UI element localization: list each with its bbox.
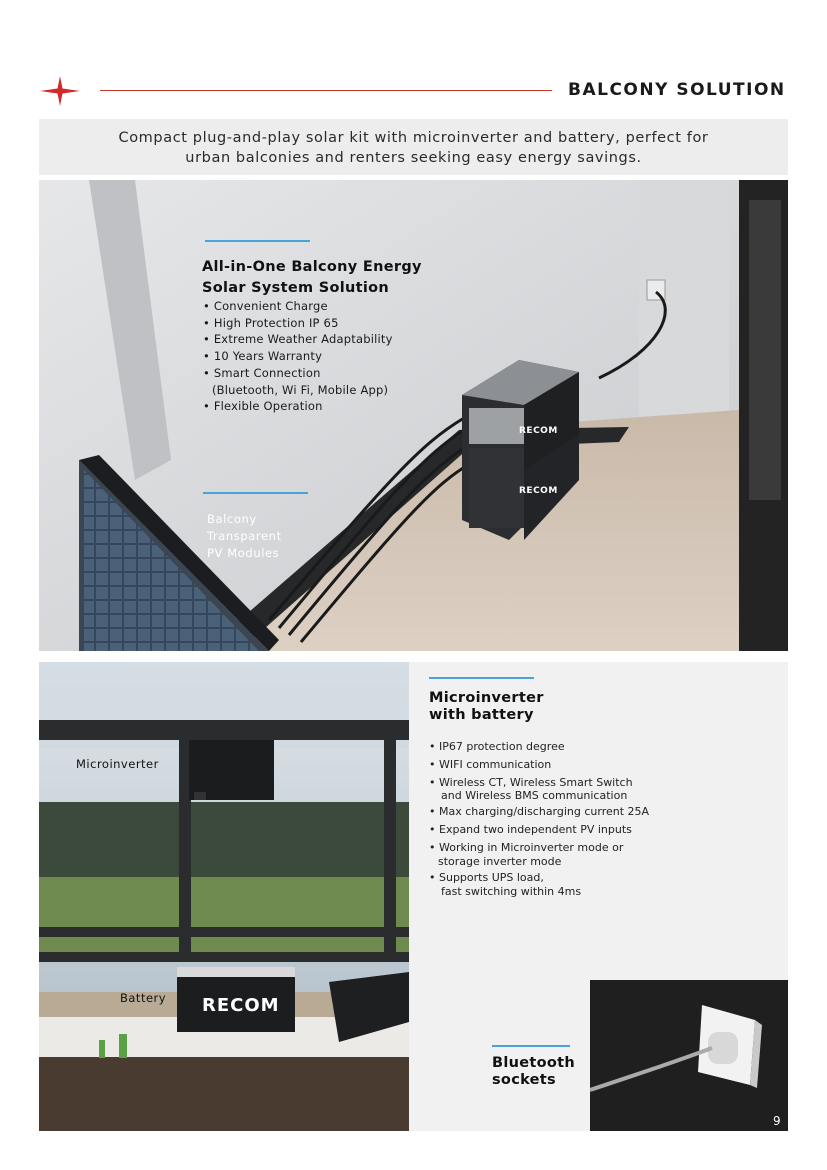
list-item-continuation: and Wireless BMS communication	[441, 789, 628, 803]
pv-label-line: Balcony	[207, 512, 257, 526]
microinverter-feature-list	[429, 738, 649, 899]
list-item: • High Protection IP 65	[203, 315, 393, 332]
microinverter-accent-rule	[429, 677, 534, 679]
list-item: • 10 Years Warranty	[203, 348, 393, 365]
microinverter-title	[429, 690, 544, 724]
hero-title-line-1: All-in-One Balcony Energy	[202, 259, 422, 275]
hero-title	[202, 257, 422, 299]
microinverter-label: Microinverter	[76, 757, 159, 771]
hero-accent-rule	[205, 240, 310, 242]
pv-label-line: Transparent	[207, 529, 282, 543]
microinverter-title-line-2: with battery	[429, 707, 534, 723]
hero-title-line-2: Solar System Solution	[202, 280, 389, 296]
list-item: • Max charging/discharging current 25A	[429, 803, 649, 821]
list-item: • Extreme Weather Adaptability	[203, 331, 393, 348]
intro-text	[39, 128, 788, 168]
hero-feature-list	[203, 298, 393, 415]
hero-image	[39, 180, 788, 651]
balcony-illustration	[39, 180, 788, 651]
sockets-accent-rule	[492, 1045, 570, 1047]
list-item: • Smart Connection	[203, 365, 393, 382]
list-item: • Flexible Operation	[203, 398, 393, 415]
page-number: 9	[773, 1114, 781, 1128]
socket-photo	[590, 980, 788, 1131]
list-item: • IP67 protection degree	[429, 738, 649, 756]
list-item: • Convenient Charge	[203, 298, 393, 315]
device-brand-bottom: RECOM	[519, 486, 558, 496]
battery-label: Battery	[120, 991, 167, 1005]
list-item-continuation: fast switching within 4ms	[441, 884, 582, 898]
list-item: • Supports UPS load,	[429, 869, 649, 887]
pv-label	[207, 511, 282, 562]
balcony-photo	[39, 662, 409, 1131]
red-star-icon	[40, 76, 80, 106]
battery-brand: RECOM	[202, 995, 280, 1016]
page-title: BALCONY SOLUTION	[568, 80, 786, 100]
pv-accent-rule	[203, 492, 308, 494]
list-item: • Working in Microinverter mode or	[429, 839, 649, 857]
device-brand-top: RECOM	[519, 426, 558, 436]
list-item-continuation: storage inverter mode	[438, 854, 562, 868]
list-item: • WIFI communication	[429, 756, 649, 774]
list-item: • Expand two independent PV inputs	[429, 821, 649, 839]
microinverter-title-line-1: Microinverter	[429, 690, 544, 706]
list-item-detail: (Bluetooth, Wi Fi, Mobile App)	[212, 382, 389, 397]
sockets-title	[492, 1055, 575, 1089]
intro-line-2: urban balconies and renters seeking easy energy savings.	[185, 150, 642, 166]
sockets-title-line-2: sockets	[492, 1072, 556, 1088]
socket-illustration	[590, 980, 788, 1131]
header-rule	[100, 90, 552, 91]
balcony-photo-illustration	[39, 662, 409, 1131]
list-item: • Wireless CT, Wireless Smart Switch	[429, 774, 649, 792]
sockets-title-line-1: Bluetooth	[492, 1055, 575, 1071]
intro-line-1: Compact plug-and-play solar kit with microinverter and battery, perfect for	[118, 130, 709, 146]
pv-label-line: PV Modules	[207, 546, 280, 560]
